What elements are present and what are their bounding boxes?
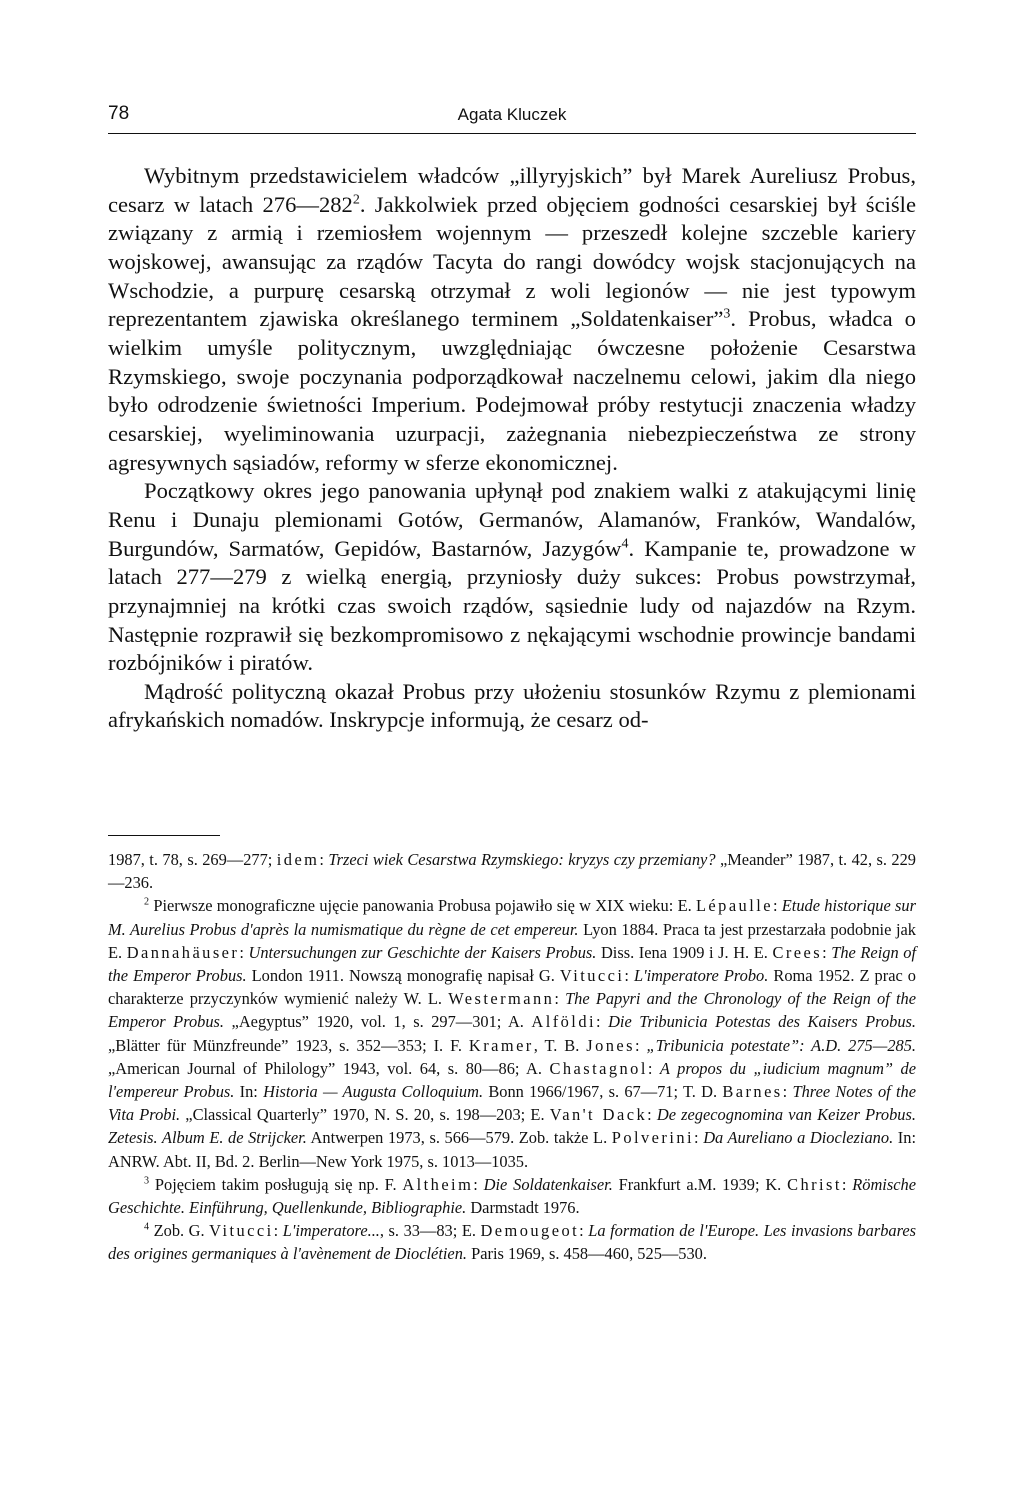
cited-title: La formation de l'Europe. Les invasions barbares des origines germaniques à l'avènement de Dioclétien. — [108, 1221, 917, 1264]
author-name: Christ — [787, 1174, 842, 1194]
main-text — [108, 162, 916, 735]
paragraph-1-text-c: . Probus, władca o wielkim umyśle politycznym, uwzględniając ówczesne położenie Cesarstwa Rzymskiego, swoje poczynania podporządkował naczelnemu celowi, jakim dla niego było odrodzenie świetności Imperium. Podejmował próby restytucji znaczenia władzy cesarskiej, wyeliminowania uzurpacji, zażegnania niebezpieczeństwa ze strony agresywnych sąsiadów, reformy w sferze ekonomicznej. — [108, 306, 916, 475]
author-name: Westermann — [448, 989, 555, 1009]
footnote-divider — [108, 835, 220, 836]
cited-title: De zegecognomina van Keizer Probus. Zetesis. Album E. de Strijcker. — [108, 1105, 916, 1148]
cited-title: L'imperatore... — [282, 1221, 380, 1241]
paragraph-1 — [108, 162, 916, 477]
author-name: Vitucci — [559, 966, 625, 986]
paragraph-2-text-b: . Kampanie te, prowadzone w latach 277—279 z wielką energią, przyniosły duży sukces: Probus powstrzymał, przynajmniej na krótki czas swoich rządów, sąsiednie ludy od najazdów na Rzym. Następnie rozprawił się bezkompromisowo z nękającymi wschodnie prowincje bandami rozbójników i piratów. — [108, 535, 916, 676]
cited-title: The Reign of the Emperor Probus. — [108, 942, 916, 986]
running-head: Agata Kluczek — [457, 105, 567, 124]
cited-title: Untersuchungen zur Geschichte der Kaisers Probus. — [248, 942, 597, 962]
cited-title: Historia — Augusta Colloquium. — [263, 1082, 484, 1102]
footnotes — [108, 848, 916, 1266]
paragraph-2 — [108, 477, 916, 678]
cited-title: „Tribunicia potestate”: A.D. 275—285. — [646, 1035, 916, 1055]
footnote-continuation: 1987, t. 78, s. 269—277; idem: Trzeci wiek Cesarstwa Rzymskiego: kryzys czy przemiany? „Meander” 1987, t. 42, s. 229—236. — [108, 850, 917, 893]
page-number: 78 — [108, 103, 130, 124]
paragraph-1-text-a: Wybitnym przedstawicielem władców „illyryjskich” był Marek Aureliusz Probus, cesarz w latach 276—282 — [108, 163, 916, 217]
paragraph-1-text-b: . Jakkolwiek przed objęciem godności cesarskiej był ściśle związany z armią i rzemiosłem wojennym — przeszedł kolejne szczeble kariery wojskowej, awansując za rządów Tacyta do rangi dowódcy wojsk stacjonujących na Wschodzie, a purpurę cesarską otrzymał z woli legionów — nie jest typowym reprezentantem zjawiska określanego terminem „Soldatenkaiser” — [108, 191, 916, 332]
author-name: Chastagnol — [549, 1058, 648, 1078]
author-name: Demougeot — [480, 1221, 580, 1241]
cited-title: Römische Geschichte. Einführung, Quellenkunde, Bibliographie. — [108, 1174, 916, 1218]
footnote-3: $^3$ Pojęciem takim posługują się np. F. Altheim: Die Soldatenkaiser. Frankfurt a.M. 1939; K. Christ: Römische Geschichte. Einführung, Quellenkunde, Bibliographie. Darmstadt 1976. — [108, 1174, 916, 1218]
cited-title: Die Soldatenkaiser. — [483, 1174, 613, 1194]
author-name: Crees — [772, 942, 823, 962]
footnote-number-3: 3 — [144, 1175, 150, 1187]
author-name: Barnes — [722, 1082, 783, 1102]
author-name: Van't Dack — [549, 1105, 648, 1125]
author-name: idem — [276, 850, 320, 869]
paragraph-3: Mądrość polityczną okazał Probus przy ułożeniu stosunków Rzymu z plemionami afrykańskich nomadów. Inskrypcje informują, że cesarz od- — [108, 678, 916, 733]
author-name: Vitucci — [209, 1221, 274, 1241]
author-name: Alföldi — [531, 1012, 596, 1032]
footnote-number-2: 2 — [144, 897, 150, 909]
page-header — [108, 103, 916, 134]
cited-title: A propos du „iudicium magnum” de l'empereur Probus. — [108, 1058, 916, 1102]
author-name: Kramer — [468, 1035, 534, 1055]
cited-title: Three Notes of the Vita Probi. — [108, 1082, 917, 1125]
author-name: Dannahäuser — [126, 942, 240, 962]
author-name: Jones — [586, 1035, 635, 1055]
cited-title: L'imperatore Probo. — [633, 966, 769, 986]
paragraph-2-text-a: Początkowy okres jego panowania upłynął pod znakiem walki z atakującymi linię Renu i Dunaju plemionami Gotów, Germanów, Alamanów, Franków, Wandalów, Burgundów, Sarmatów, Gepidów, Bastarnów, Jazygów — [108, 478, 916, 561]
cited-title: Trzeci wiek Cesarstwa Rzymskiego: kryzys czy przemiany? — [328, 850, 716, 869]
author-name: Polverini — [611, 1128, 695, 1148]
cited-title: Da Aureliano a Diocleziano. — [703, 1128, 894, 1148]
footnote-4: $^4$ Zob. G. Vitucci: L'imperatore..., s. 33—83; E. Demougeot: La formation de l'Europe. Les invasions barbares des origines germaniques à l'avènement de Dioclétien. Paris 1969, s. 458—460, 525—530. — [108, 1221, 917, 1264]
cited-title: The Papyri and the Chronology of the Reign of the Emperor Probus. — [108, 989, 917, 1032]
footnote-ref-3: 3 — [723, 306, 731, 322]
cited-title: Etude historique sur M. Aurelius Probus d'après la numismatique du règne de cet empereur. — [108, 896, 916, 939]
footnote-ref-2: 2 — [352, 191, 360, 207]
cited-title: Die Tribunicia Potestas des Kaisers Probus. — [608, 1012, 916, 1032]
footnote-ref-4: 4 — [621, 535, 629, 551]
book-page — [108, 0, 916, 1505]
footnote-2: $^2$ Pierwsze monograficzne ujęcie panowania Probusa pojawiło się w XIX wieku: E. Lépaulle: Etude historique sur M. Aurelius Probus d'après la numismatique du règne de cet empereur. Lyon 1884. Praca ta jest przestarzała podobnie jak E. Dannahäuser: Untersuchungen zur Geschichte der Kaisers Probus. Diss. Iena 1909 i J. H. E. Crees: The Reign of the Emperor Probus. London 1911. Nowszą monografię napisał G. Vitucci: L'imperatore Probo. Roma 1952. Z prac o charakterze przyczynków wymienić należy W. L. Westermann: The Papyri and the Chronology of the Reign of the Emperor Probus. „Aegyptus” 1920, vol. 1, s. 297—301; A. Alföldi: Die Tribunicia Potestas des Kaisers Probus. „Blätter für Münzfreunde” 1923, s. 352—353; I. F. Kramer, T. B. Jones: „Tribunicia potestate”: A.D. 275—285. „American Journal of Philology” 1943, vol. 64, s. 80—86; A. Chastagnol: A propos du „iudicium magnum” de l'empereur Probus. In: Historia — Augusta Colloquium. Bonn 1966/1967, s. 67—71; T. D. Barnes: Three Notes of the Vita Probi. „Classical Quarterly” 1970, N. S. 20, s. 198—203; E. Van't Dack: De zegecognomina van Keizer Probus. Zetesis. Album E. de Strijcker. Antwerpen 1973, s. 566—579. Zob. także L. Polverini: Da Aureliano a Diocleziano. In: ANRW. Abt. II, Bd. 2. Berlin—New York 1975, s. 1013—1035. — [108, 896, 917, 1171]
author-name: Lépaulle — [695, 896, 773, 916]
author-name: Altheim — [402, 1174, 474, 1194]
footnote-number-4: 4 — [144, 1221, 150, 1233]
